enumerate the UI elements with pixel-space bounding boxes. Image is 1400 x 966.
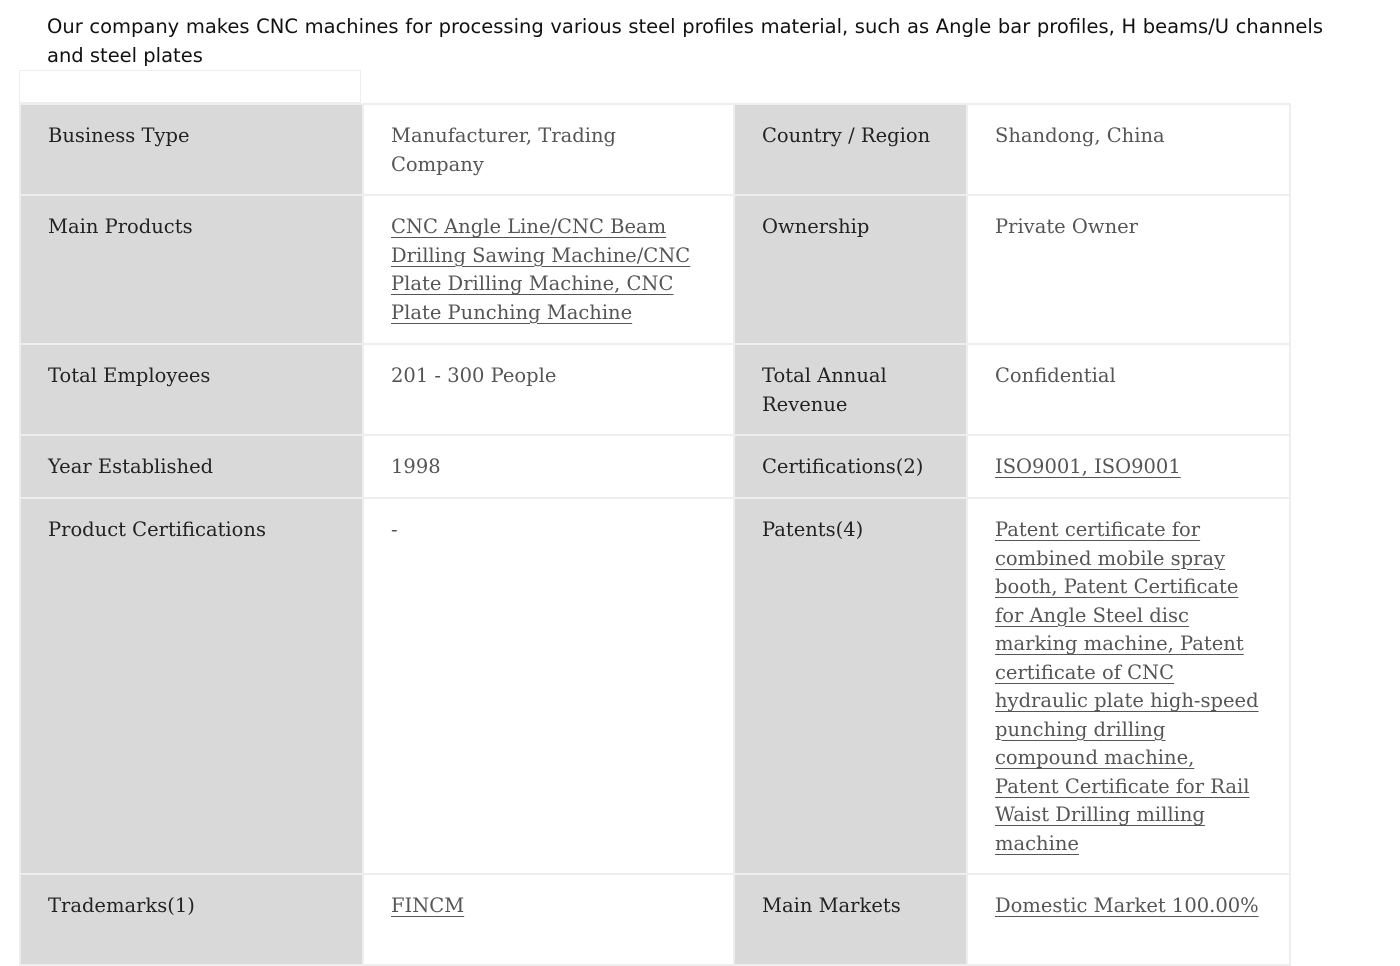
business-type-value: Manufacturer, Trading Company: [363, 104, 734, 195]
table-row-year-established: [20, 435, 1290, 498]
country-region-label: Country / Region: [734, 104, 967, 195]
total-employees-value: 201 - 300 People: [363, 344, 734, 435]
main-products-link[interactable]: CNC Angle Line/CNC Beam Drilling Sawing Machine/CNC Plate Drilling Machine, CNC Plate Punching Machine: [391, 215, 691, 324]
company-intro: Our company makes CNC machines for processing various steel profiles material, such as Angle bar profiles, H beams/U channels and steel plates: [47, 15, 1323, 67]
company-profile-table: [19, 103, 1291, 966]
table-row-trademarks: [20, 874, 1290, 965]
ownership-label: Ownership: [734, 195, 967, 344]
certifications-link[interactable]: ISO9001, ISO9001: [995, 455, 1181, 478]
trademarks-link[interactable]: FINCM: [391, 894, 465, 917]
trademarks-cell: [363, 874, 734, 965]
certifications-label: Certifications(2): [734, 435, 967, 498]
year-established-value: 1998: [363, 435, 734, 498]
country-region-value: Shandong, China: [967, 104, 1290, 195]
table-row-main-products: [20, 195, 1290, 344]
business-type-label: Business Type: [20, 104, 363, 195]
total-annual-revenue-label: Total Annual Revenue: [734, 344, 967, 435]
main-markets-label: Main Markets: [734, 874, 967, 965]
patents-label: Patents(4): [734, 498, 967, 874]
ownership-value: Private Owner: [967, 195, 1290, 344]
table-row-product-certifications: [20, 498, 1290, 874]
table-row-business-type: [20, 104, 1290, 195]
total-annual-revenue-value: Confidential: [967, 344, 1290, 435]
main-markets-cell: [967, 874, 1290, 965]
patents-link[interactable]: Patent certificate for combined mobile spray booth, Patent Certificate for Angle Steel disc marking machine, Patent certificate of CNC hydraulic plate high-speed punching drilling compound machine, Patent Certificate for Rail Waist Drilling milling machine: [995, 518, 1259, 855]
trademarks-label: Trademarks(1): [20, 874, 363, 965]
table-row-total-employees: [20, 344, 1290, 435]
product-certifications-value: -: [363, 498, 734, 874]
main-markets-link[interactable]: Domestic Market 100.00%: [995, 894, 1259, 917]
year-established-label: Year Established: [20, 435, 363, 498]
table-header-blank-cell: [19, 70, 361, 103]
patents-cell: [967, 498, 1290, 874]
certifications-cell: [967, 435, 1290, 498]
total-employees-label: Total Employees: [20, 344, 363, 435]
main-products-label: Main Products: [20, 195, 363, 344]
product-certifications-label: Product Certifications: [20, 498, 363, 874]
main-products-cell: [363, 195, 734, 344]
